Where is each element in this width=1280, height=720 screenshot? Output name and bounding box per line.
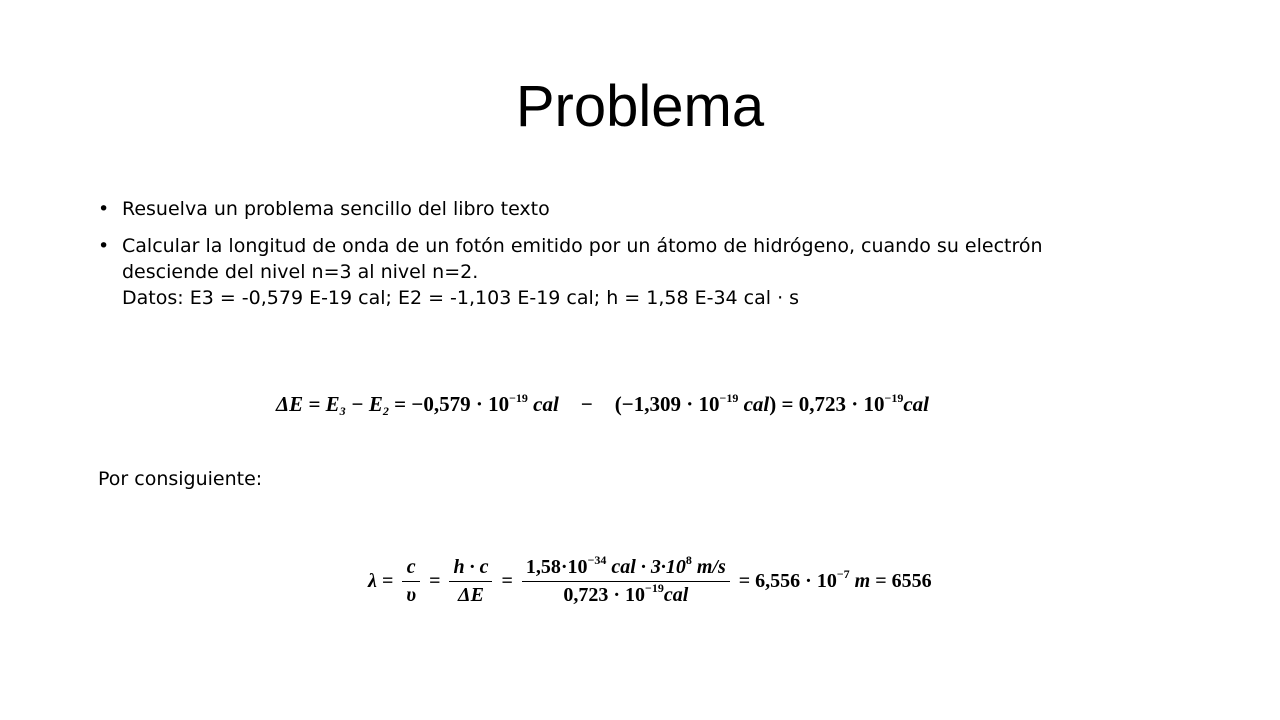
- eq2-fraction-values: [522, 553, 730, 607]
- eq1-unit2: cal: [738, 392, 770, 416]
- slide-title: Problema: [515, 74, 765, 139]
- eq2-hc: h · c: [453, 556, 489, 578]
- eq2-c-exp: 8: [685, 553, 692, 567]
- wavelength-equation: [368, 553, 932, 607]
- eq1-unit3: cal: [903, 392, 929, 416]
- eq1-exp1: −19: [509, 391, 528, 405]
- eq2-de-exp: −19: [645, 581, 664, 595]
- followup-label: Por consiguiente:: [98, 468, 263, 490]
- bullet-dot-icon: •: [98, 235, 110, 257]
- eq2-equals-b: =: [501, 570, 513, 592]
- eq2-denominator: [522, 581, 730, 607]
- eq2-v: υ: [402, 581, 420, 607]
- eq2-fraction-c-v: [402, 556, 420, 607]
- bullet-item-1: [98, 196, 1208, 222]
- eq2-result: [738, 567, 932, 593]
- eq1-sub3: 3: [339, 404, 346, 418]
- eq1-minus-e: − E: [345, 392, 383, 416]
- bullet-dot-icon: •: [98, 198, 110, 220]
- eq1-sub2: 2: [382, 404, 389, 418]
- eq2-result-final: = 6556: [870, 570, 932, 592]
- eq2-numerator: [522, 553, 730, 581]
- eq1-unit1: cal: [527, 392, 559, 416]
- eq1-exp2: −19: [719, 391, 739, 405]
- eq1-minus: −: [580, 392, 593, 416]
- eq2-units: m/s: [691, 556, 726, 578]
- eq2-equals-a: =: [429, 570, 441, 592]
- problem-statement-line-1: Calcular la longitud de onda de un fotón emitido por un átomo de hidrógeno, cuando su electrón: [122, 235, 1043, 257]
- eq2-fraction-hc-de: [449, 556, 492, 607]
- bullet-list: [98, 196, 1208, 322]
- problem-data-line: Datos: E3 = -0,579 E-19 cal; E2 = -1,103 E-19 cal; h = 1,58 E-34 cal · s: [122, 287, 800, 309]
- eq2-h-exp: −34: [587, 553, 607, 567]
- eq2-de-unit: cal: [663, 584, 689, 606]
- eq1-result: ) = 0,723 · 10: [769, 392, 885, 416]
- eq1-exp3: −19: [884, 391, 904, 405]
- eq2-de-value: 0,723 · 10: [563, 584, 646, 606]
- bullet-text: Resuelva un problema sencillo del libro texto: [122, 198, 550, 220]
- bullet-item-2: [98, 233, 1208, 311]
- eq2-lambda: λ =: [368, 570, 394, 592]
- eq2-c: c: [406, 556, 416, 578]
- eq1-lhs: ΔE = E: [276, 392, 340, 416]
- eq2-result-exp: −7: [836, 567, 850, 581]
- energy-difference-equation: [276, 392, 929, 417]
- eq2-c-value: cal · 3·10: [606, 556, 686, 578]
- eq1-value-e3: = −0,579 · 10: [388, 392, 510, 416]
- eq2-result-unit: m: [849, 570, 871, 592]
- eq2-de: ΔE: [449, 581, 492, 607]
- eq2-result-value: = 6,556 · 10: [738, 570, 837, 592]
- problem-statement-line-2: desciende del nivel n=3 al nivel n=2.: [122, 261, 479, 283]
- eq2-h-value: 1,58·10: [525, 556, 588, 578]
- eq1-value-e2: (−1,309 · 10: [614, 392, 720, 416]
